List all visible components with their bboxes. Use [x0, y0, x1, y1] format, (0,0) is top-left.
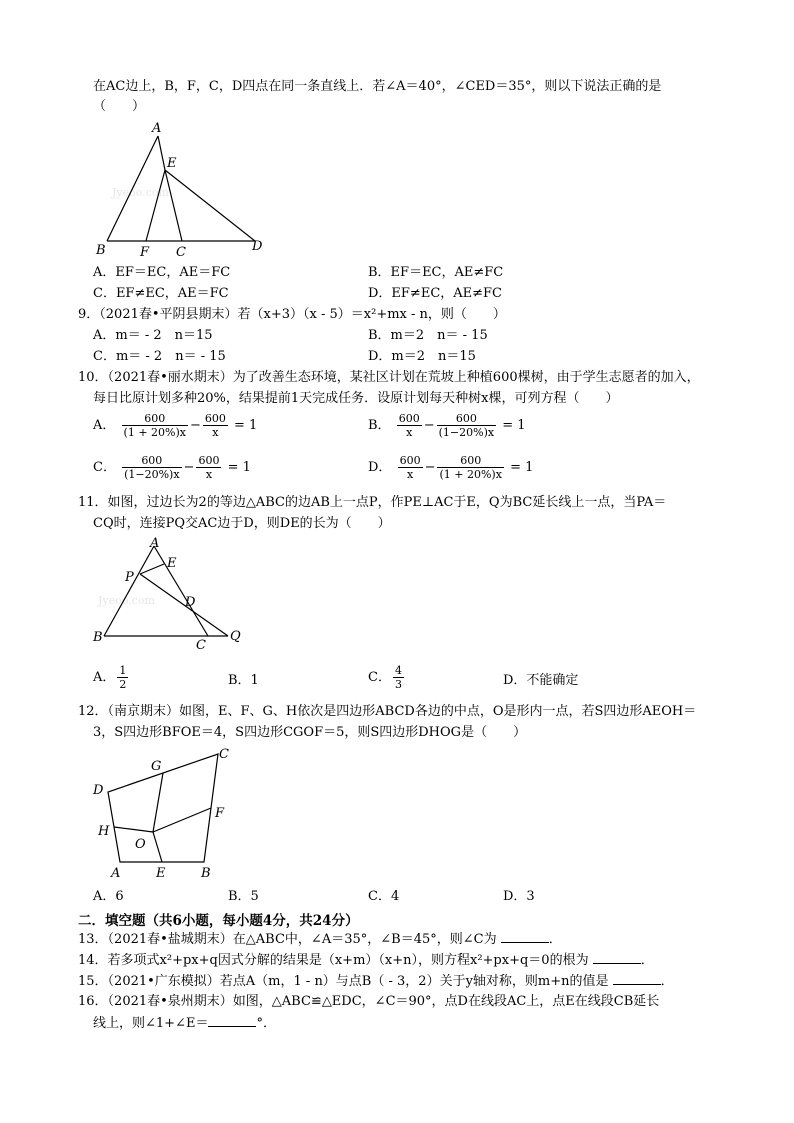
q10-b-frac1: $\frac{600}{x}$: [398, 412, 420, 439]
q8-figure: [90, 118, 270, 260]
q11-option-b[interactable]: B．1: [228, 673, 259, 688]
q8-stem-line2: （ ）: [93, 99, 146, 114]
q12-label-h: H: [98, 824, 110, 839]
q11-label-e: E: [167, 556, 177, 571]
q12-label-o: O: [135, 837, 146, 852]
q12-label-f: F: [215, 806, 225, 821]
q12-figure: [88, 744, 248, 884]
q8-label-b: B: [96, 243, 106, 258]
q9-option-d[interactable]: D．m＝2 n＝15: [368, 349, 476, 364]
q11-label-d: D: [185, 595, 196, 610]
q12-stem-line2: 3，S四边形BFOE＝4，S四边形CGOF＝5，则S四边形DHOG是（ ）: [93, 725, 527, 740]
q11-stem-line2: CQ时，连接PQ交AC边于D，则DE的长为（ ）: [93, 516, 391, 531]
q10-option-c-letter: C．: [93, 460, 116, 475]
q10-option-d[interactable]: D． $\frac{600}{x}$ − $\frac{600}{(1 + 20\%)x}$ = 1: [368, 454, 534, 481]
q11-label-p: P: [125, 570, 134, 585]
q10-stem-line2: 每日比原计划多种20%，结果提前1天完成任务．设原计划每天种树x棵，可列方程（ ）: [93, 391, 619, 406]
q11-stem-line1: 11．如图，过边长为2的等边△ABC的边AB上一点P，作PE⊥AC于E，Q为BC延长线上一点，当PA＝: [78, 495, 667, 510]
q10-option-a[interactable]: A． $\frac{600}{(1 + 20\%)x}$ − $\frac{600}{x}$ = 1: [93, 412, 258, 439]
q10-option-b-letter: B．: [368, 418, 391, 433]
q11-option-a[interactable]: A． $\frac{1}{2}$: [93, 664, 127, 691]
q10-a-frac1: $\frac{600}{(1 + 20\%)x}$: [123, 412, 186, 439]
q15-answer-blank[interactable]: [613, 972, 661, 985]
q9-option-a[interactable]: A．m＝ - 2 n＝15: [93, 328, 213, 343]
q13-answer-blank[interactable]: [501, 930, 549, 943]
q10-b-frac2: $\frac{600}{(1-20\%)x}$: [438, 412, 495, 439]
q10-c-frac1: $\frac{600}{(1-20\%)x}$: [124, 454, 180, 481]
q8-option-d[interactable]: D．EF≠EC，AE≠FC: [368, 286, 502, 301]
q10-d-frac2: $\frac{600}{(1 + 20\%)x}$: [439, 454, 502, 481]
section-heading-fill-in: 二．填空题（共6小题，每小题4分，共24分）: [78, 913, 359, 929]
watermark: Jyeoo.com: [112, 186, 169, 199]
q8-label-e: E: [167, 156, 177, 171]
q10-option-c[interactable]: C． $\frac{600}{(1-20\%)x}$ − $\frac{600}{x}$ = 1: [93, 454, 251, 481]
q15-stem: 15．（2021•广东模拟）若点A（m，1 - n）与点B（ - 3，2）关于y轴对称，则m+n的值是 ．: [78, 974, 674, 989]
q9-stem: 9．（2021春•平阴县期末）若（x+3）（x - 5）＝x²+mx - n，则（ ）: [78, 307, 506, 322]
q10-option-b[interactable]: B． $\frac{600}{x}$ − $\frac{600}{(1-20\%)x}$ = 1: [368, 412, 526, 439]
q16-answer-blank[interactable]: [208, 1014, 256, 1027]
q10-stem-line1: 10．（2021春•丽水期末）为了改善生态环境，某社区计划在荒坡上种植600棵树，由于学生志愿者的加入，: [78, 370, 700, 385]
q11-figure: [88, 536, 248, 654]
q12-label-c: C: [219, 747, 229, 762]
q8-label-f: F: [140, 245, 150, 260]
q14-stem: 14．若多项式x²+px+q因式分解的结果是（x+m）（x+n），则方程x²+px+q＝0的根为 ．: [78, 953, 654, 968]
q12-option-d[interactable]: D．3: [503, 889, 535, 904]
q12-option-b[interactable]: B．5: [228, 889, 259, 904]
q12-option-c[interactable]: C．4: [368, 889, 400, 904]
q10-c-frac2: $\frac{600}{x}$: [198, 454, 220, 481]
q12-label-g: G: [151, 759, 162, 774]
q13-stem: 13．（2021春•盐城期末）在△ABC中，∠A＝35°，∠B＝45°，则∠C为 ．: [78, 932, 562, 947]
q12-option-a[interactable]: A．6: [93, 889, 124, 904]
q8-label-d: D: [252, 239, 263, 254]
q11-label-a: A: [150, 536, 160, 551]
q11-label-c: C: [196, 638, 206, 653]
q10-option-a-letter: A．: [93, 418, 116, 433]
q14-answer-blank[interactable]: [593, 951, 641, 964]
q10-option-d-letter: D．: [368, 460, 392, 475]
q12-label-a: A: [111, 866, 121, 881]
q8-stem-line1: 在AC边上，B，F，C，D四点在同一条直线上．若∠A＝40°，∠CED＝35°，则以下说法正确的是: [93, 79, 662, 94]
q11-label-q: Q: [230, 629, 241, 644]
q8-option-c[interactable]: C．EF≠EC，AE＝FC: [93, 286, 229, 301]
q11-option-d[interactable]: D．不能确定: [503, 673, 579, 688]
q12-label-e: E: [156, 866, 166, 881]
q9-option-c[interactable]: C．m＝ - 2 n＝ - 15: [93, 349, 226, 364]
watermark: Jyeoo.com: [98, 594, 155, 607]
q8-option-a[interactable]: A．EF＝EC，AE＝FC: [93, 265, 231, 280]
q16-stem-line2: 线上，则∠1+∠E＝ °．: [93, 1016, 276, 1031]
q9-option-b[interactable]: B．m＝2 n＝ - 15: [368, 328, 488, 343]
q8-option-b[interactable]: B．EF＝EC，AE≠FC: [368, 265, 504, 280]
q8-label-a: A: [152, 121, 162, 136]
q16-stem-line1: 16．（2021春•泉州期末）如图，△ABC≌△EDC，∠C＝90°，点D在线段AC上，点E在线段CB延长: [78, 994, 660, 1009]
q12-label-d: D: [93, 783, 104, 798]
q10-a-frac2: $\frac{600}{x}$: [204, 412, 226, 439]
q11-label-b: B: [93, 630, 103, 645]
q12-stem-line1: 12．（南京期末）如图，E、F、G、H依次是四边形ABCD各边的中点，O是形内一点，若S四边形AEOH＝: [78, 704, 697, 719]
q8-label-c: C: [176, 245, 186, 260]
q11-option-c[interactable]: C． $\frac{4}{3}$: [368, 664, 402, 691]
q12-label-b: B: [201, 866, 211, 881]
q10-d-frac1: $\frac{600}{x}$: [399, 454, 421, 481]
